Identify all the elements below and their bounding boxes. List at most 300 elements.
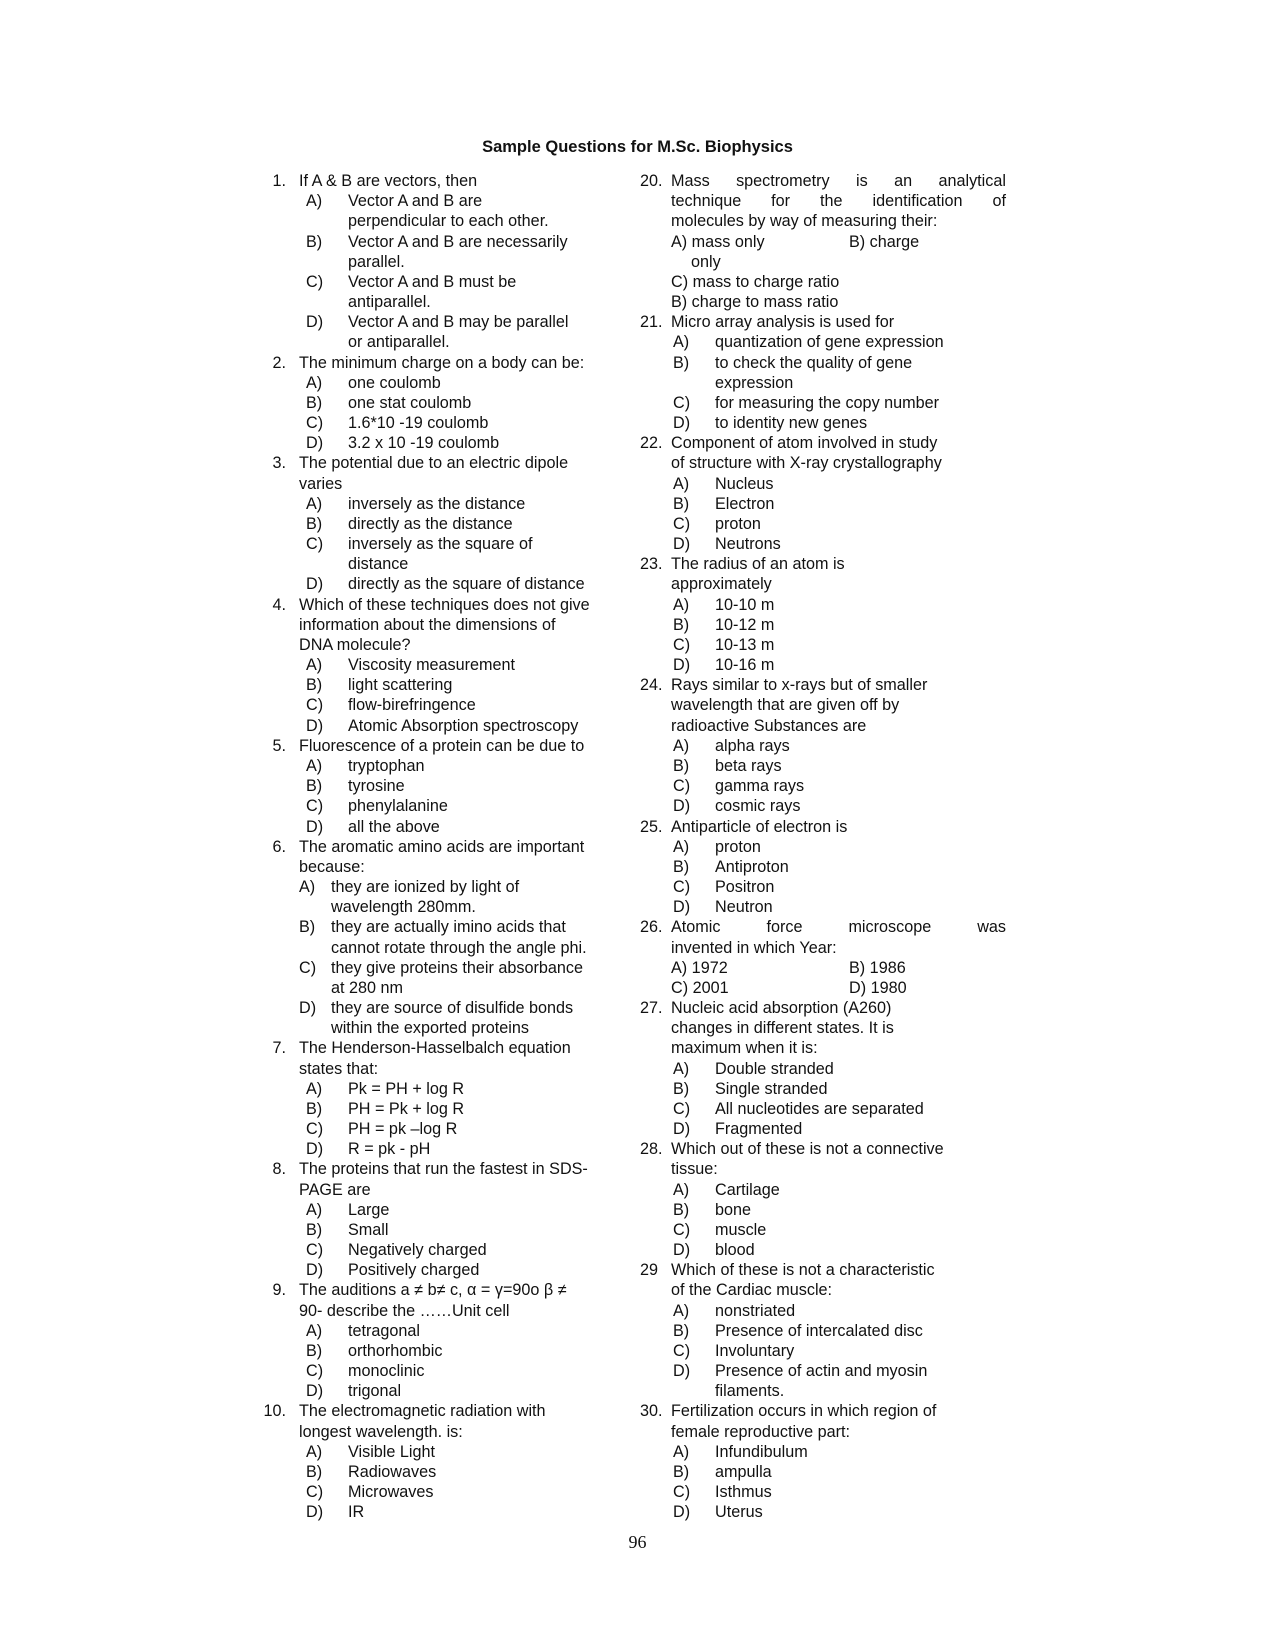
question-text bbox=[671, 171, 1006, 191]
option-letter: B) bbox=[673, 1200, 690, 1219]
option-letter: A) bbox=[306, 1321, 323, 1340]
option-text: D) 1980 bbox=[849, 978, 907, 997]
text-line bbox=[640, 171, 1006, 191]
question-number: 25. bbox=[640, 817, 663, 836]
question-text: The auditions a ≠ b≠ c, α = γ=90o β ≠ bbox=[299, 1281, 567, 1300]
question-number: 30. bbox=[640, 1402, 663, 1421]
text-line bbox=[262, 1159, 632, 1179]
option-letter: C) bbox=[673, 1099, 691, 1118]
option-text: at 280 nm bbox=[331, 978, 403, 997]
right-question-column bbox=[640, 171, 1006, 1523]
option-text: Presence of intercalated disc bbox=[715, 1321, 923, 1340]
option-letter: A) bbox=[306, 1200, 323, 1219]
option-letter: D) bbox=[673, 414, 691, 433]
text-line bbox=[640, 1018, 1006, 1038]
question-number: 7. bbox=[272, 1039, 286, 1058]
option-text: cannot rotate through the angle phi. bbox=[331, 938, 587, 957]
question-text: longest wavelength. is: bbox=[299, 1422, 463, 1441]
text-line bbox=[640, 1361, 1006, 1381]
option-text: gamma rays bbox=[715, 777, 805, 796]
option-letter: B) bbox=[306, 676, 323, 695]
option-letter: C) bbox=[673, 514, 691, 533]
text-line bbox=[640, 191, 1006, 211]
option-letter: D) bbox=[673, 898, 691, 917]
question-number: 3. bbox=[272, 454, 286, 473]
question-text: information about the dimensions of bbox=[299, 615, 556, 634]
question-word: Atomic bbox=[671, 918, 721, 937]
option-letter: C) bbox=[673, 1483, 691, 1502]
text-line bbox=[640, 232, 1006, 252]
question-text: varies bbox=[299, 474, 343, 493]
option-letter: C) bbox=[306, 797, 324, 816]
text-line bbox=[640, 1381, 1006, 1401]
option-text: inversely as the distance bbox=[348, 494, 526, 513]
option-letter: B) bbox=[673, 1463, 690, 1481]
question-text: approximately bbox=[671, 575, 772, 594]
question-text: B) charge to mass ratio bbox=[671, 293, 839, 312]
option-text: PH = Pk + log R bbox=[348, 1099, 465, 1118]
text-line bbox=[640, 1200, 1006, 1220]
text-line bbox=[262, 1280, 632, 1300]
option-text: one stat coulomb bbox=[348, 393, 472, 412]
option-text: 10-10 m bbox=[715, 595, 775, 614]
text-line bbox=[640, 675, 1006, 695]
option-letter: D) bbox=[673, 1362, 691, 1381]
question-text: PAGE are bbox=[299, 1180, 371, 1199]
option-text: light scattering bbox=[348, 676, 453, 695]
text-line bbox=[262, 695, 632, 715]
option-letter: C) bbox=[306, 272, 324, 291]
text-line bbox=[640, 534, 1006, 554]
question-text: Micro array analysis is used for bbox=[671, 313, 895, 332]
question-word: microscope bbox=[848, 918, 932, 937]
question-number: 27. bbox=[640, 999, 663, 1018]
option-text: or antiparallel. bbox=[348, 333, 450, 352]
option-text: quantization of gene expression bbox=[715, 333, 944, 352]
text-line bbox=[262, 1301, 632, 1321]
question-word: force bbox=[766, 918, 803, 937]
option-letter: A) bbox=[673, 333, 690, 352]
text-line bbox=[640, 1341, 1006, 1361]
option-text: Microwaves bbox=[348, 1483, 434, 1502]
question-text: tissue: bbox=[671, 1160, 718, 1179]
option-letter: D) bbox=[306, 1382, 324, 1401]
option-text: they are ionized by light of bbox=[331, 878, 520, 897]
option-text: cosmic rays bbox=[715, 797, 801, 816]
option-text: PH = pk –log R bbox=[348, 1120, 458, 1139]
option-text: Isthmus bbox=[715, 1483, 772, 1502]
option-text: Radiowaves bbox=[348, 1463, 437, 1481]
option-text: directly as the distance bbox=[348, 514, 513, 533]
question-word: of bbox=[992, 192, 1006, 211]
option-text: A) mass only bbox=[671, 232, 765, 251]
question-word: the bbox=[820, 192, 843, 211]
option-text: Electron bbox=[715, 494, 775, 513]
text-line bbox=[262, 1482, 632, 1502]
option-text: 3.2 x 10 -19 coulomb bbox=[348, 434, 500, 453]
text-line bbox=[640, 292, 1006, 312]
option-letter: D) bbox=[673, 1241, 691, 1260]
option-text: all the above bbox=[348, 817, 440, 836]
option-letter: A) bbox=[673, 474, 690, 493]
question-number: 9. bbox=[272, 1281, 286, 1300]
option-text: Nucleus bbox=[715, 474, 774, 493]
text-line bbox=[640, 1099, 1006, 1119]
option-letter: B) bbox=[306, 232, 323, 251]
option-letter: C) bbox=[673, 393, 691, 412]
text-line bbox=[262, 938, 632, 958]
text-line bbox=[640, 1059, 1006, 1079]
text-line bbox=[640, 574, 1006, 594]
option-text: tetragonal bbox=[348, 1321, 420, 1340]
option-letter: B) bbox=[673, 1321, 690, 1340]
option-text: muscle bbox=[715, 1220, 767, 1239]
text-line bbox=[640, 938, 1006, 958]
question-number: 26. bbox=[640, 918, 663, 937]
question-number: 8. bbox=[272, 1160, 286, 1179]
option-letter: D) bbox=[673, 1503, 691, 1522]
question-text: The proteins that run the fastest in SDS- bbox=[299, 1160, 588, 1179]
question-text: The radius of an atom is bbox=[671, 555, 845, 574]
text-line bbox=[262, 1180, 632, 1200]
option-text: to identity new genes bbox=[715, 414, 868, 433]
option-text: Pk = PH + log R bbox=[348, 1079, 465, 1098]
text-line bbox=[640, 514, 1006, 534]
question-number: 1. bbox=[272, 172, 286, 190]
option-letter: C) bbox=[673, 1341, 691, 1360]
option-text: proton bbox=[715, 837, 761, 856]
option-text: filaments. bbox=[715, 1382, 785, 1401]
text-line bbox=[640, 1240, 1006, 1260]
text-line bbox=[262, 756, 632, 776]
option-text: 10-13 m bbox=[715, 635, 775, 654]
option-text: tyrosine bbox=[348, 777, 405, 796]
option-text: 10-12 m bbox=[715, 615, 775, 634]
question-text: states that: bbox=[299, 1059, 379, 1078]
option-text: Vector A and B may be parallel bbox=[348, 313, 569, 332]
option-text: R = pk - pH bbox=[348, 1140, 431, 1159]
option-text: they are source of disulfide bonds bbox=[331, 999, 574, 1018]
text-line bbox=[262, 1038, 632, 1058]
option-text: to check the quality of gene bbox=[715, 353, 913, 372]
option-text: Double stranded bbox=[715, 1059, 834, 1078]
question-text: invented in which Year: bbox=[671, 938, 837, 957]
text-line bbox=[262, 978, 632, 998]
text-line bbox=[640, 1159, 1006, 1179]
option-letter: B) bbox=[673, 756, 690, 775]
question-text: Antiparticle of electron is bbox=[671, 817, 848, 836]
text-line bbox=[640, 393, 1006, 413]
option-text: Cartilage bbox=[715, 1180, 780, 1199]
option-text: Involuntary bbox=[715, 1341, 795, 1360]
option-text: B) charge bbox=[849, 232, 920, 251]
option-text: tryptophan bbox=[348, 756, 425, 775]
option-text: Presence of actin and myosin bbox=[715, 1362, 928, 1381]
option-text: expression bbox=[715, 373, 794, 392]
question-text: maximum when it is: bbox=[671, 1039, 818, 1058]
question-number: 4. bbox=[272, 595, 286, 614]
text-line bbox=[262, 494, 632, 514]
option-text: antiparallel. bbox=[348, 293, 431, 312]
option-text: parallel. bbox=[348, 252, 405, 271]
question-number: 22. bbox=[640, 434, 663, 453]
question-text: Rays similar to x-rays but of smaller bbox=[671, 676, 928, 695]
option-text: for measuring the copy number bbox=[715, 393, 940, 412]
question-text: 90- describe the ……Unit cell bbox=[299, 1301, 510, 1320]
option-text: monoclinic bbox=[348, 1362, 425, 1381]
text-line bbox=[640, 595, 1006, 615]
text-line bbox=[640, 373, 1006, 393]
option-text: Vector A and B must be bbox=[348, 272, 517, 291]
option-letter: A) bbox=[673, 1442, 690, 1461]
option-letter: C) bbox=[673, 1220, 691, 1239]
option-letter: B) bbox=[673, 857, 690, 876]
text-line bbox=[640, 756, 1006, 776]
option-text: trigonal bbox=[348, 1382, 402, 1401]
question-number: 28. bbox=[640, 1140, 663, 1159]
question-text: wavelength that are given off by bbox=[671, 696, 900, 715]
text-line bbox=[640, 1280, 1006, 1300]
option-text: Atomic Absorption spectroscopy bbox=[348, 716, 579, 735]
option-letter: C) bbox=[673, 777, 691, 796]
question-text bbox=[671, 191, 1006, 211]
question-number: 21. bbox=[640, 313, 663, 332]
option-letter: D) bbox=[306, 817, 324, 836]
question-text bbox=[671, 917, 1006, 937]
question-word: Mass bbox=[671, 172, 710, 190]
text-line bbox=[262, 1462, 632, 1482]
option-letter: C) bbox=[299, 958, 317, 977]
option-letter: B) bbox=[673, 1079, 690, 1098]
text-line bbox=[262, 1361, 632, 1381]
text-line bbox=[640, 978, 1006, 998]
text-line bbox=[640, 1220, 1006, 1240]
text-line bbox=[262, 1139, 632, 1159]
question-text: molecules by way of measuring their: bbox=[671, 212, 938, 231]
option-letter: A) bbox=[306, 192, 323, 211]
option-text: All nucleotides are separated bbox=[715, 1099, 924, 1118]
text-line bbox=[262, 857, 632, 877]
option-letter: C) bbox=[306, 1241, 324, 1260]
option-letter: A) bbox=[306, 1442, 323, 1461]
question-text: The Henderson-Hasselbalch equation bbox=[299, 1039, 571, 1058]
text-line bbox=[640, 1401, 1006, 1421]
option-text: inversely as the square of bbox=[348, 535, 533, 554]
text-line bbox=[262, 837, 632, 857]
option-text: IR bbox=[348, 1503, 365, 1522]
question-text: Which of these techniques does not give bbox=[299, 595, 590, 614]
text-line bbox=[640, 1422, 1006, 1442]
text-line bbox=[262, 736, 632, 756]
text-line bbox=[262, 171, 632, 191]
question-number: 29 bbox=[640, 1261, 659, 1280]
text-line bbox=[262, 252, 632, 272]
question-text: The electromagnetic radiation with bbox=[299, 1402, 546, 1421]
question-word: an bbox=[894, 172, 913, 190]
option-text: Viscosity measurement bbox=[348, 656, 516, 675]
option-text: within the exported proteins bbox=[331, 1019, 529, 1038]
text-line bbox=[640, 413, 1006, 433]
option-letter: A) bbox=[673, 1059, 690, 1078]
text-line bbox=[640, 655, 1006, 675]
text-line bbox=[640, 474, 1006, 494]
text-line bbox=[262, 796, 632, 816]
text-line bbox=[262, 917, 632, 937]
text-line bbox=[262, 1079, 632, 1099]
option-letter: D) bbox=[306, 575, 324, 594]
option-text: perpendicular to each other. bbox=[348, 212, 549, 231]
text-line bbox=[262, 1220, 632, 1240]
text-line bbox=[640, 272, 1006, 292]
text-line bbox=[640, 1442, 1006, 1462]
text-line bbox=[640, 796, 1006, 816]
text-line bbox=[262, 958, 632, 978]
text-line bbox=[262, 1422, 632, 1442]
question-word: identification bbox=[872, 192, 963, 211]
question-text: changes in different states. It is bbox=[671, 1019, 894, 1038]
option-text: blood bbox=[715, 1241, 755, 1260]
option-letter: D) bbox=[306, 1140, 324, 1159]
text-line bbox=[262, 1240, 632, 1260]
question-text: C) mass to charge ratio bbox=[671, 272, 840, 291]
option-text: Vector A and B are necessarily bbox=[348, 232, 568, 251]
text-line bbox=[640, 1180, 1006, 1200]
option-text: bone bbox=[715, 1200, 752, 1219]
option-text: they are actually imino acids that bbox=[331, 918, 566, 937]
option-letter: C) bbox=[306, 1120, 324, 1139]
text-line bbox=[640, 736, 1006, 756]
option-text: alpha rays bbox=[715, 736, 790, 755]
question-text: radioactive Substances are bbox=[671, 716, 867, 735]
text-line bbox=[262, 1401, 632, 1421]
text-line bbox=[640, 716, 1006, 736]
option-text: Positively charged bbox=[348, 1261, 480, 1280]
text-line bbox=[262, 1321, 632, 1341]
text-line bbox=[262, 232, 632, 252]
text-line bbox=[262, 312, 632, 332]
option-text: Large bbox=[348, 1200, 390, 1219]
option-text: Small bbox=[348, 1220, 389, 1239]
text-line bbox=[262, 1099, 632, 1119]
option-letter: C) bbox=[306, 414, 324, 433]
option-letter: A) bbox=[306, 656, 323, 675]
text-line bbox=[262, 817, 632, 837]
text-line bbox=[640, 1462, 1006, 1482]
text-line bbox=[262, 595, 632, 615]
text-line bbox=[262, 373, 632, 393]
option-letter: A) bbox=[306, 494, 323, 513]
text-line bbox=[640, 615, 1006, 635]
text-line bbox=[640, 252, 1006, 272]
text-line bbox=[262, 534, 632, 554]
question-word: analytical bbox=[938, 172, 1006, 190]
text-line bbox=[262, 1119, 632, 1139]
text-line bbox=[640, 312, 1006, 332]
question-text: Component of atom involved in study bbox=[671, 434, 938, 453]
option-text: Infundibulum bbox=[715, 1442, 808, 1461]
option-text: proton bbox=[715, 514, 761, 533]
option-letter: C) bbox=[673, 635, 691, 654]
text-line bbox=[262, 272, 632, 292]
text-line bbox=[262, 1341, 632, 1361]
text-line bbox=[640, 998, 1006, 1018]
text-line bbox=[640, 1502, 1006, 1522]
option-letter: D) bbox=[306, 434, 324, 453]
question-text: Fluorescence of a protein can be due to bbox=[299, 736, 585, 755]
option-letter: B) bbox=[306, 1341, 323, 1360]
left-question-column bbox=[262, 171, 632, 1523]
text-line bbox=[262, 635, 632, 655]
option-letter: B) bbox=[306, 393, 323, 412]
text-line bbox=[640, 554, 1006, 574]
question-text: of the Cardiac muscle: bbox=[671, 1281, 833, 1300]
text-line bbox=[262, 877, 632, 897]
text-line bbox=[262, 1059, 632, 1079]
text-line bbox=[262, 554, 632, 574]
option-letter: B) bbox=[299, 918, 316, 937]
option-text: Uterus bbox=[715, 1503, 763, 1522]
option-letter: C) bbox=[673, 878, 691, 897]
question-word: technique bbox=[671, 192, 742, 211]
option-letter: B) bbox=[306, 1099, 323, 1118]
question-text: The potential due to an electric dipole bbox=[299, 454, 569, 473]
question-number: 23. bbox=[640, 555, 663, 574]
text-line bbox=[262, 998, 632, 1018]
option-letter: D) bbox=[673, 1120, 691, 1139]
text-line bbox=[262, 433, 632, 453]
text-line bbox=[262, 1018, 632, 1038]
question-number: 6. bbox=[272, 837, 286, 856]
text-line bbox=[640, 897, 1006, 917]
text-line bbox=[262, 675, 632, 695]
text-line bbox=[640, 1321, 1006, 1341]
text-line bbox=[640, 1139, 1006, 1159]
option-text: C) 2001 bbox=[671, 978, 729, 997]
question-text: The minimum charge on a body can be: bbox=[299, 353, 585, 372]
option-text: Neutron bbox=[715, 898, 773, 917]
option-letter: A) bbox=[306, 756, 323, 775]
text-line bbox=[640, 776, 1006, 796]
text-line bbox=[262, 514, 632, 534]
option-text: 10-16 m bbox=[715, 656, 775, 675]
option-letter: D) bbox=[306, 716, 324, 735]
text-line bbox=[262, 716, 632, 736]
option-letter: C) bbox=[306, 1362, 324, 1381]
question-number: 24. bbox=[640, 676, 663, 695]
question-text: because: bbox=[299, 857, 365, 876]
text-line bbox=[640, 1119, 1006, 1139]
option-letter: C) bbox=[306, 696, 324, 715]
option-letter: B) bbox=[306, 777, 323, 796]
text-line bbox=[640, 877, 1006, 897]
option-text: Fragmented bbox=[715, 1120, 803, 1139]
text-line bbox=[262, 292, 632, 312]
question-text: only bbox=[691, 252, 721, 271]
option-text: Neutrons bbox=[715, 535, 781, 554]
option-text: orthorhombic bbox=[348, 1341, 443, 1360]
text-line bbox=[262, 1260, 632, 1280]
text-line bbox=[262, 897, 632, 917]
option-letter: D) bbox=[673, 656, 691, 675]
option-text: ampulla bbox=[715, 1463, 772, 1481]
page-title: Sample Questions for M.Sc. Biophysics bbox=[482, 138, 793, 156]
text-line bbox=[262, 413, 632, 433]
option-text: Positron bbox=[715, 878, 775, 897]
text-line bbox=[640, 453, 1006, 473]
question-number: 2. bbox=[272, 353, 286, 372]
option-letter: A) bbox=[673, 837, 690, 856]
option-letter: D) bbox=[673, 535, 691, 554]
